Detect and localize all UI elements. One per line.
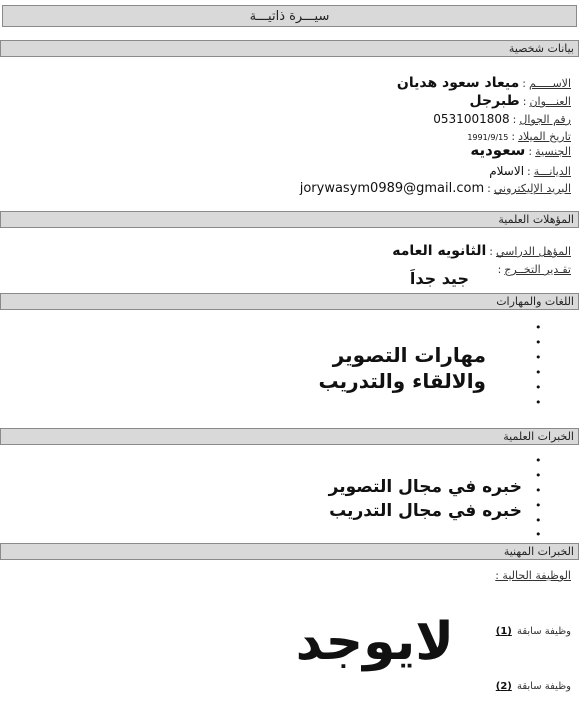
email-value[interactable]: jorywasym0989@gmail.com bbox=[299, 181, 485, 196]
skill-item: والالقاء والتدريب bbox=[318, 369, 486, 393]
bullet: • bbox=[535, 514, 542, 527]
degree-label: المؤهل الدراسي bbox=[495, 245, 571, 258]
previous-job-1-row bbox=[496, 619, 571, 638]
address-row bbox=[470, 90, 571, 109]
section-header-professional: الخبرات المهنية bbox=[0, 543, 579, 560]
section-header-languages: اللغات والمهارات bbox=[0, 293, 579, 310]
religion-label: الديانـــة bbox=[533, 165, 571, 178]
no-job-value: لايوجد bbox=[295, 612, 454, 672]
bullet: • bbox=[535, 351, 542, 364]
section-header-experience: الخبرات العلمية bbox=[0, 428, 579, 445]
bullet: • bbox=[535, 469, 542, 482]
name-row bbox=[397, 72, 571, 91]
bullet: • bbox=[535, 396, 542, 409]
nationality-row bbox=[470, 140, 571, 159]
nationality-value: سعوديه bbox=[470, 141, 526, 159]
colon: : bbox=[527, 165, 531, 178]
religion-value: الاسلام bbox=[489, 164, 525, 178]
colon: : bbox=[512, 113, 517, 126]
colon: : bbox=[511, 130, 516, 143]
bullet: • bbox=[535, 499, 542, 512]
bullet: • bbox=[535, 336, 542, 349]
colon: : bbox=[489, 245, 493, 258]
bullet: • bbox=[535, 366, 542, 379]
colon: : bbox=[528, 145, 533, 158]
section-header-qualifications: المؤهلات العلمية bbox=[0, 211, 579, 228]
email-row bbox=[300, 177, 571, 196]
bullet: • bbox=[535, 381, 542, 394]
current-job-row bbox=[495, 564, 571, 583]
phone-value: 0531001808 bbox=[433, 112, 510, 126]
grade-value: جيد جداَ bbox=[409, 269, 469, 288]
section-header-personal: بيانات شخصية bbox=[0, 40, 579, 57]
grade-label: تقـدير التخــرج bbox=[504, 263, 571, 276]
address-label: العنـــوان bbox=[529, 95, 571, 108]
colon: : bbox=[522, 77, 527, 90]
grade-row bbox=[495, 258, 571, 277]
experience-item: خبره في مجال التصوير bbox=[328, 477, 522, 497]
previous-job-2-number: (2) bbox=[495, 681, 512, 692]
colon: : bbox=[487, 182, 491, 195]
address-value: طبرجل bbox=[469, 93, 520, 109]
bullet: • bbox=[535, 321, 542, 334]
name-label: الاســـــم bbox=[529, 77, 571, 90]
colon: : bbox=[497, 263, 502, 276]
previous-job-1-number: (1) bbox=[495, 626, 512, 637]
dob-label: تاريخ الميلاد bbox=[518, 130, 571, 143]
previous-job-2-row bbox=[496, 674, 571, 693]
current-job-label: الوظيفة الحالية : bbox=[495, 569, 571, 582]
previous-job-2-label: وظيفة سابقة bbox=[516, 681, 571, 692]
bullet: • bbox=[535, 484, 542, 497]
email-label: البريد الإليكتروني bbox=[493, 182, 571, 195]
degree-row bbox=[392, 240, 571, 259]
degree-value: الثانويه العامه bbox=[392, 243, 487, 259]
colon: : bbox=[522, 95, 527, 108]
experience-item: خبره في مجال التدريب bbox=[329, 501, 522, 521]
previous-job-1-label: وظيفة سابقة bbox=[516, 626, 571, 637]
document-title: سيـــرة ذاتيـــة bbox=[2, 5, 577, 27]
bullet: • bbox=[535, 528, 542, 541]
skill-item: مهارات التصوير bbox=[332, 343, 486, 367]
phone-label: رقم الجوال bbox=[519, 113, 571, 126]
bullet: • bbox=[535, 454, 542, 467]
nationality-label: الجنسية bbox=[535, 145, 571, 158]
name-value: ميعاد سعود هديان bbox=[396, 75, 520, 91]
dob-value: 1991/9/15 bbox=[467, 133, 509, 142]
